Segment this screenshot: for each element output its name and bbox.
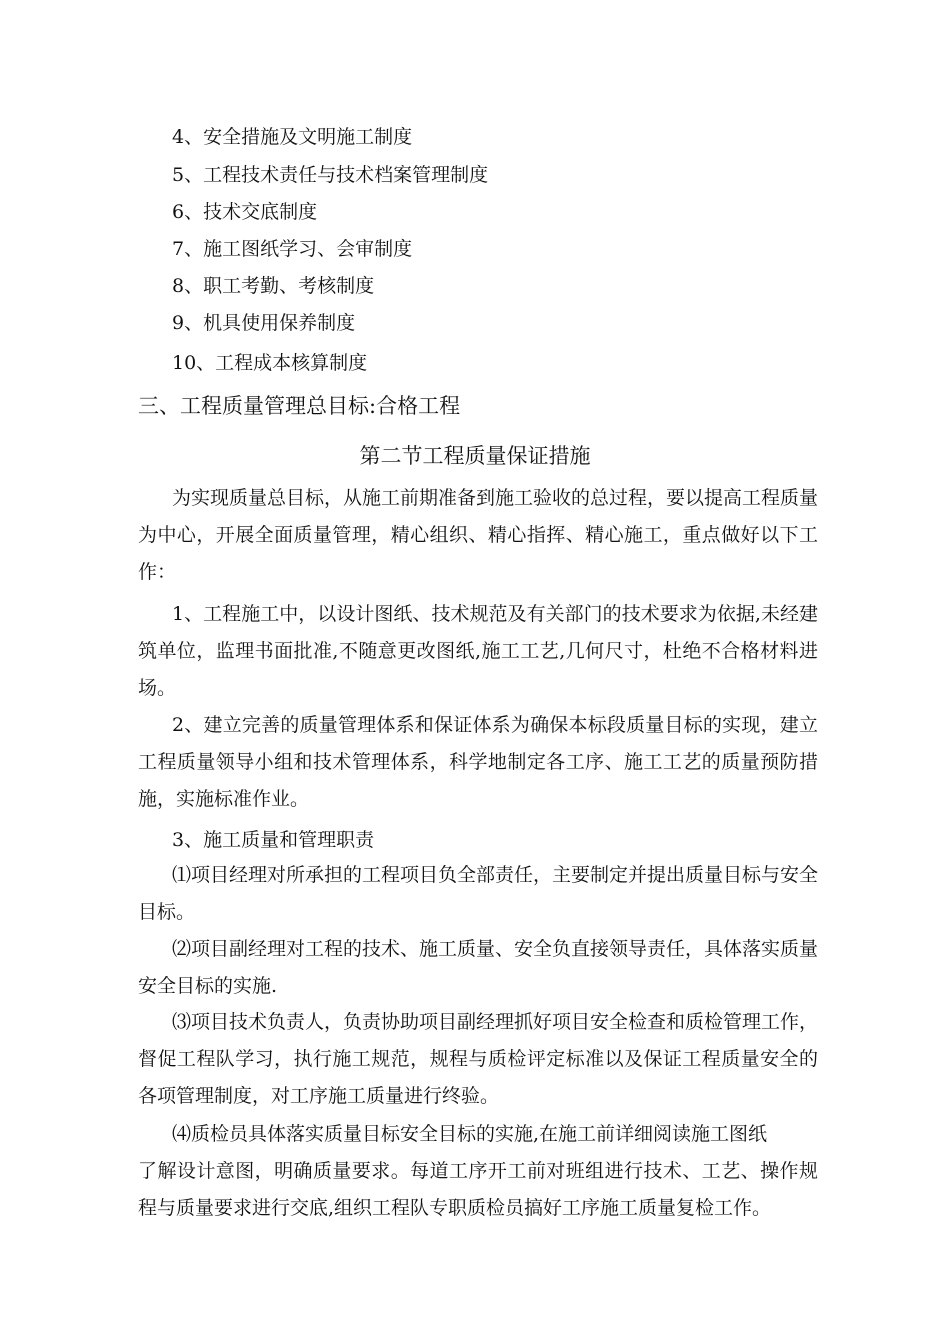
list-item: 9、机具使用保养制度	[172, 312, 356, 334]
list-item: 6、技术交底制度	[172, 201, 318, 223]
clause-3-heading	[138, 822, 818, 859]
paragraph-text: ⑴项目经理对所承担的工程项目负全部责任，主要制定并提出质量目标与安全目标。	[138, 864, 819, 923]
section-title: 第二节工程质量保证措施	[359, 444, 591, 468]
paragraph-text: ⑷质检员具体落实质量目标安全目标的实施,在施工前详细阅读施工图纸	[172, 1123, 768, 1145]
clause-1-paragraph	[138, 596, 818, 707]
paragraph-text: 为实现质量总目标，从施工前期准备到施工验收的总过程，要以提高工程质量为中心，开展全面质量管理，精心组织、精心指挥、精心施工，重点做好以下工作：	[138, 487, 819, 583]
paragraph-text: ⑵项目副经理对工程的技术、施工质量、安全负直接领导责任，具体落实质量安全目标的实施.	[138, 938, 819, 997]
duty-2-paragraph	[138, 931, 818, 1005]
paragraph-text: ⑶项目技术负责人，负责协助项目副经理抓好项目安全检查和质检管理工作，督促工程队学习，执行施工规范，规程与质检评定标准以及保证工程质量安全的各项管理制度，对工序施工质量进行终验。	[138, 1011, 819, 1107]
list-item: 5、工程技术责任与技术档案管理制度	[172, 164, 489, 186]
quality-goal-heading: 三、工程质量管理总目标:合格工程	[138, 394, 461, 418]
clause-2-paragraph	[138, 707, 818, 818]
duty-1-paragraph	[138, 857, 818, 931]
duty-3-paragraph	[138, 1004, 818, 1115]
paragraph-text: 1、工程施工中，以设计图纸、技术规范及有关部门的技术要求为依据,未经建筑单位，监理书面批准,不随意更改图纸,施工工艺,几何尺寸，杜绝不合格材料进场。	[138, 603, 818, 699]
paragraph-text: 了解设计意图，明确质量要求。每道工序开工前对班组进行技术、工艺、操作规程与质量要求进行交底,组织工程队专职质检员搞好工序施工质量复检工作。	[138, 1160, 818, 1219]
list-item: 7、施工图纸学习、会审制度	[172, 238, 413, 260]
paragraph-text: 3、施工质量和管理职责	[172, 829, 375, 851]
paragraph-text: 2、建立完善的质量管理体系和保证体系为确保本标段质量目标的实现，建立工程质量领导小组和技术管理体系，科学地制定各工序、施工工艺的质量预防措施，实施标准作业。	[138, 714, 818, 810]
list-item: 10、工程成本核算制度	[172, 352, 368, 374]
list-item: 8、职工考勤、考核制度	[172, 275, 375, 297]
duty-4-paragraph	[138, 1116, 818, 1153]
duty-4-continuation	[138, 1153, 818, 1227]
list-item: 4、安全措施及文明施工制度	[172, 126, 413, 148]
intro-paragraph	[138, 480, 818, 591]
